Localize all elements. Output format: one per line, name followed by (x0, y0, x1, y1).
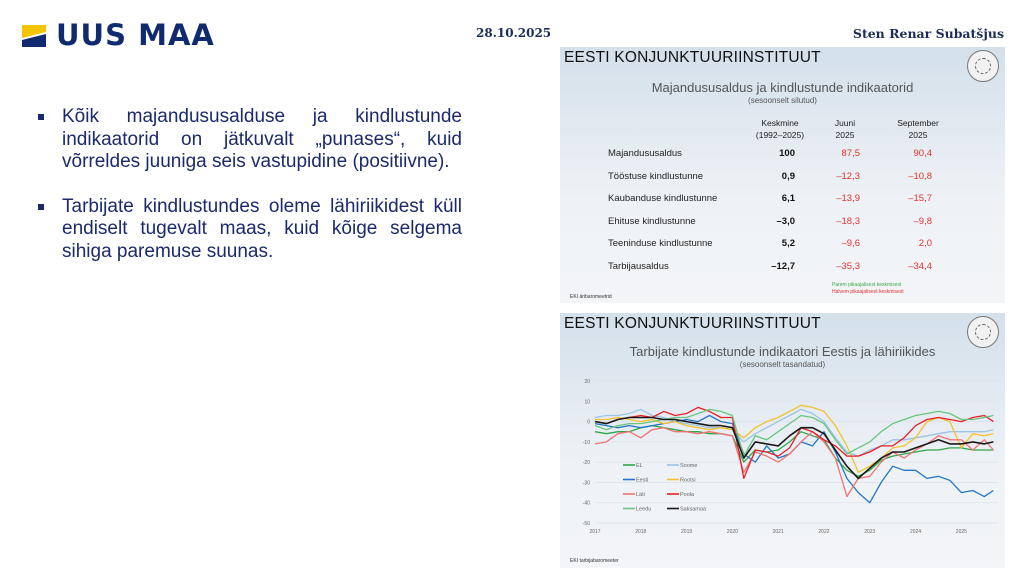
value-september: –9,8 (913, 215, 932, 227)
x-tick-label: 2019 (681, 529, 693, 535)
legend-label: Leedu (636, 506, 652, 513)
bullet-square-icon (38, 114, 44, 120)
value-september: –10,8 (908, 170, 932, 182)
column-header-line: (1992–2025) (755, 130, 805, 140)
legend-label: Rootsi (680, 477, 696, 484)
value-september: 2,0 (918, 238, 932, 250)
x-tick-label: 2020 (726, 529, 738, 535)
value-september: –34,4 (908, 261, 932, 272)
value-september: –15,7 (908, 193, 932, 205)
value-average: 100 (779, 148, 795, 159)
legend-better: Parem pikaajalisest keskmisest (832, 282, 902, 288)
table-title: Majandususaldus ja kindlustunde indikaatorid (651, 80, 914, 95)
logo-mark-icon (22, 22, 48, 48)
row-label: Tarbijausaldus (608, 261, 669, 272)
column-header-line: 2025 (908, 130, 928, 140)
column-header-september (878, 117, 958, 141)
y-tick-label: -10 (582, 439, 590, 446)
value-june: –13,9 (836, 193, 860, 205)
line-chart (560, 313, 1005, 568)
value-june: –18,3 (836, 215, 860, 227)
legend-label: Eesti (636, 477, 649, 484)
chart-subtitle: (sesoonselt tasandatud) (739, 360, 826, 369)
y-tick-label: 0 (587, 419, 590, 426)
x-tick-label: 2017 (589, 529, 601, 535)
x-tick-label: 2023 (864, 529, 876, 535)
y-tick-label: -50 (582, 521, 590, 527)
row-label: Tööstuse kindlustunne (608, 170, 704, 182)
row-label: Ehituse kindlustunne (608, 215, 696, 227)
bullet-item (36, 106, 462, 174)
column-header-line: Keskmine (761, 118, 799, 128)
series-line-eesti (595, 416, 993, 503)
legend-worse: Halvem pikaajalisest keskmisest (832, 289, 904, 295)
slide-date: 28.10.2025 (476, 26, 552, 40)
slide-author: Sten Renar Subatšjus (852, 26, 1004, 41)
value-june: –9,6 (841, 238, 860, 250)
x-tick-label: 2018 (635, 529, 647, 535)
uus-maa-logo (22, 20, 215, 50)
y-tick-label: -30 (582, 480, 590, 487)
value-average: 6,1 (781, 193, 795, 205)
value-average: –12,7 (771, 261, 795, 272)
value-june: –35,3 (836, 261, 860, 272)
chart-title: Tarbijate kindlustunde indikaatori Eestis ja lähiriikides (629, 344, 936, 359)
legend-label: Poola (680, 492, 695, 498)
logo-text: UUS MAA (56, 18, 215, 52)
y-tick-label: 10 (584, 399, 590, 406)
legend-label: EL (636, 463, 643, 469)
value-average: 0,9 (781, 170, 795, 182)
bullet-item (36, 196, 462, 264)
row-label: Kaubanduse kindlustunne (608, 193, 718, 205)
legend-label: Läti (636, 492, 645, 498)
bullet-list (36, 106, 462, 286)
table-source: EKI äribaromeetrid (570, 294, 612, 300)
y-tick-label: 20 (584, 379, 590, 385)
column-header-line: 2025 (835, 130, 855, 140)
value-average: 5,2 (781, 238, 795, 250)
column-header-line: September (897, 118, 939, 128)
row-label: Teeninduse kindlustunne (608, 238, 713, 250)
y-tick-label: -40 (582, 500, 590, 507)
bullet-text: Kõik majandususalduse ja kindlustunde indikaatorid on jätkuvalt „punases“, kuid võrreldes juuniga seis vastupidine (positiivne). (62, 106, 462, 173)
x-tick-label: 2025 (955, 529, 967, 535)
bullet-square-icon (38, 204, 44, 210)
legend-label: Saksamaa (680, 506, 706, 513)
x-tick-label: 2022 (818, 529, 830, 535)
value-june: 87,5 (841, 148, 860, 159)
row-label: Majandususaldus (608, 148, 682, 159)
table-subtitle: (sesoonselt silutud) (748, 96, 817, 105)
value-september: 90,4 (913, 148, 932, 159)
column-header-line: Juuni (834, 118, 856, 128)
x-tick-label: 2024 (910, 529, 922, 535)
chart-source: EKI tarbijabaromeeter (570, 558, 619, 564)
legend-label: Soome (680, 463, 698, 469)
eki-seal-icon (967, 50, 999, 82)
x-tick-label: 2021 (772, 529, 784, 535)
y-tick-label: -20 (582, 460, 590, 467)
indicator-table-panel (560, 47, 1005, 303)
bullet-text: Tarbijate kindlustundes oleme lähiriikidest küll endiselt tugevalt maas, kuid kõige selgema sihiga paremuse suunas. (62, 195, 462, 262)
eki-header: EESTI KONJUNKTUURIINSTITUUT (564, 49, 821, 66)
eki-header: EESTI KONJUNKTUURIINSTITUUT (564, 315, 821, 332)
value-average: –3,0 (776, 215, 795, 227)
value-june: –12,3 (836, 170, 860, 182)
consumer-confidence-chart-panel (560, 313, 1005, 568)
column-header-june (805, 117, 885, 141)
